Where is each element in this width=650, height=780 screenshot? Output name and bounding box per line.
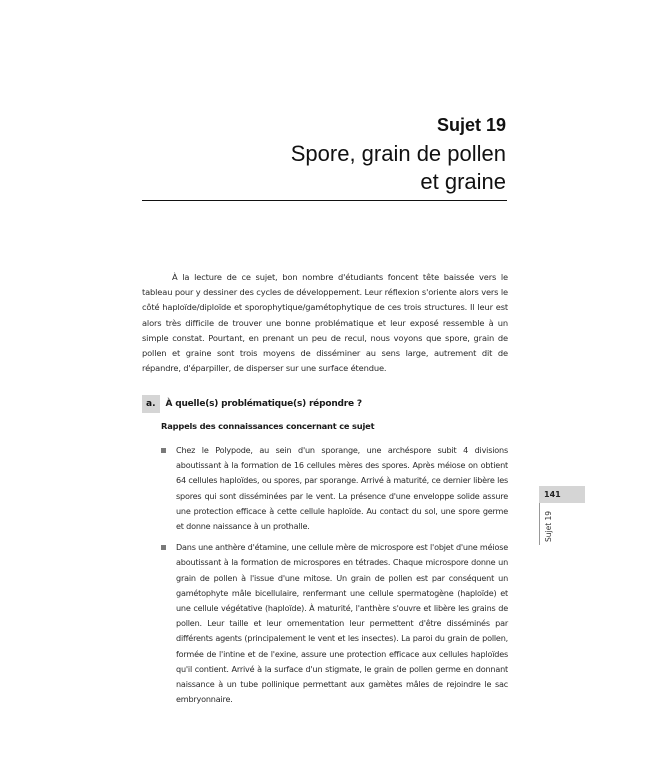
page-number: 141 xyxy=(544,490,561,499)
square-bullet-icon xyxy=(161,545,166,550)
title-line-2: et graine xyxy=(420,169,506,194)
subject-number: Sujet 19 xyxy=(436,115,506,135)
title-line-1: Spore, grain de pollen xyxy=(290,141,506,166)
section-title: À quelle(s) problématique(s) répondre ? xyxy=(165,399,362,409)
list-item-text: Chez le Polypode, au sein d'un sporange, une archéspore subit 4 divisions aboutissant à la formation de 16 cellules mères des spores. Après méiose on obtient 64 cellules haploïdes, ou spores, par sporange. Arrivé à maturité, ce dernier libère les spores qui sont disséminées par le vent. La présence d'une enveloppe solide assure une protection efficace à cette cellule haploïde. Au contact du sol, une spore germe et donne naissance à un prothalle. xyxy=(176,445,508,532)
page-number-tab xyxy=(539,486,585,503)
margin-divider xyxy=(539,503,540,545)
title-divider xyxy=(142,200,507,201)
intro-paragraph: À la lecture de ce sujet, bon nombre d'étudiants foncent tête baissée vers le tableau pour y dessiner des cycles de développement. Leur réflexion s'oriente alors vers le côté haploïde/diploïde et sporophytique/gamétophytique de ces trois structures. Il leur est alors très difficile de trouver une bonne problématique et leur exposé ressemble à un simple constat. Pourtant, en prenant un peu de recul, nous voyons que spore, grain de pollen et graine sont trois moyens de disséminer au sens large, autrement dit de répandre, d'éparpiller, de disperser sur une surface étendue. xyxy=(142,272,508,374)
list-item xyxy=(160,540,508,707)
section-badge: a. xyxy=(142,395,160,413)
running-header-label: Sujet 19 xyxy=(544,510,553,542)
knowledge-list xyxy=(160,443,508,713)
list-item-text: Dans une anthère d'étamine, une cellule mère de microspore est l'objet d'une méiose aboutissant à la formation de microspores en tétrades. Chaque microspore donne un grain de pollen à l'issue d'une mitose. Un grain de pollen est par conséquent un gamétophyte mâle bicellulaire, renfermant une cellule spermatogène (haploïde) et une cellule végétative (haploïde). À maturité, l'anthère s'ouvre et libère les grains de pollen. Leur taille et leur ornementation leur permettent d'être disséminés par différents agents (principalement le vent et les insectes). La paroi du grain de pollen, formée de l'intine et de l'exine, assure une protection efficace aux cellules haploïdes qu'il contient. Arrivé à la surface d'un stigmate, le grain de pollen germe en donnant naissance à un tube pollinique permettant aux gamètes mâles de rejoindre le sac embryonnaire. xyxy=(176,542,508,705)
square-bullet-icon xyxy=(161,448,166,453)
chapter-header xyxy=(142,114,506,196)
list-item xyxy=(160,443,508,534)
subsection-title: Rappels des connaissances concernant ce sujet xyxy=(161,421,375,431)
page-title xyxy=(142,140,506,196)
section-heading xyxy=(142,395,362,413)
